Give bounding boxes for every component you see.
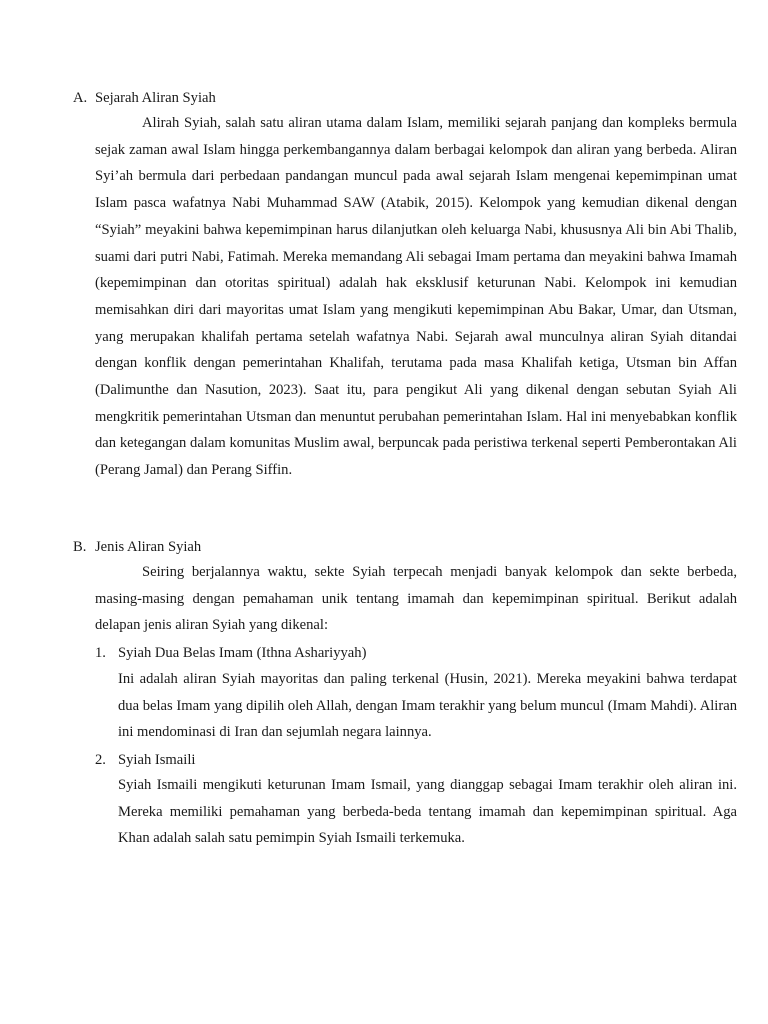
section-a-marker: A.	[73, 90, 88, 106]
list-item-1-heading	[95, 643, 735, 663]
list-item-1-title: Syiah Dua Belas Imam (Ithna Ashariyyah)	[118, 645, 367, 661]
list-item-2-number: 2.	[95, 752, 106, 768]
section-a-heading	[73, 88, 733, 108]
list-item-2-heading	[95, 750, 735, 770]
section-b-marker: B.	[73, 539, 87, 555]
list-item-2-title: Syiah Ismaili	[118, 752, 196, 768]
section-b-heading	[73, 537, 733, 557]
section-b-title: Jenis Aliran Syiah	[95, 539, 202, 555]
list-item-1-text: Ini adalah aliran Syiah mayoritas dan paling terkenal (Husin, 2021). Mereka meyakini bahwa terdapat dua belas Imam yang dipilih oleh Allah, dengan Imam terakhir yang belum muncul (Imam Mahdi). Aliran ini mendominasi di Iran dan sejumlah negara lainnya.	[118, 671, 737, 741]
section-a-paragraph: Alirah Syiah, salah satu aliran utama dalam Islam, memiliki sejarah panjang dan kompleks bermula sejak zaman awal Islam hingga perkembangannya dalam berbagai kelompok dan aliran yang berbeda. Aliran Syi’ah bermula dari perbedaan pandangan muncul pada awal sejarah Islam mengenai kepemimpinan umat Islam pasca wafatnya Nabi Muhammad SAW (Atabik, 2015). Kelompok yang kemudian dikenal dengan “Syiah” meyakini bahwa kepemimpinan harus dilanjutkan oleh keluarga Nabi, khususnya Ali bin Abi Thalib, suami dari putri Nabi, Fatimah. Mereka memandang Ali sebagai Imam pertama dan meyakini bahwa Imamah (kepemimpinan dan otoritas spiritual) adalah hak eksklusif keturunan Nabi. Kelompok ini kemudian memisahkan diri dari mayoritas umat Islam yang mengikuti kepemimpinan Abu Bakar, Umar, dan Utsman, yang merupakan khalifah pertama setelah wafatnya Nabi. Sejarah awal munculnya aliran Syiah ditandai dengan konflik dengan pemerintahan Khalifah, terutama pada masa Khalifah ketiga, Utsman bin Affan (Dalimunthe dan Nasution, 2023). Saat itu, para pengikut Ali yang dikenal dengan sebutan Syiah Ali mengkritik pemerintahan Utsman dan menuntut perubahan pemerintahan Islam. Hal ini menyebabkan konflik dan ketegangan dalam komunitas Muslim awal, berpuncak pada peristiwa terkenal seperti Pemberontakan Ali (Perang Jamal) dan Perang Siffin.	[95, 115, 737, 479]
list-item-1-number: 1.	[95, 645, 106, 661]
section-b-paragraph: Seiring berjalannya waktu, sekte Syiah terpecah menjadi banyak kelompok dan sekte berbeda, masing-masing dengan pemahaman unik tentang imamah dan kepemimpinan spiritual. Berikut adalah delapan jenis aliran Syiah yang dikenal:	[95, 564, 737, 634]
list-item-2-text: Syiah Ismaili mengikuti keturunan Imam Ismail, yang dianggap sebagai Imam terakhir oleh aliran ini. Mereka memiliki pemahaman yang berbeda-beda tentang imamah dan kepemimpinan spiritual. Aga Khan adalah salah satu pemimpin Syiah Ismaili terkemuka.	[118, 777, 737, 847]
section-a-title: Sejarah Aliran Syiah	[95, 90, 216, 106]
